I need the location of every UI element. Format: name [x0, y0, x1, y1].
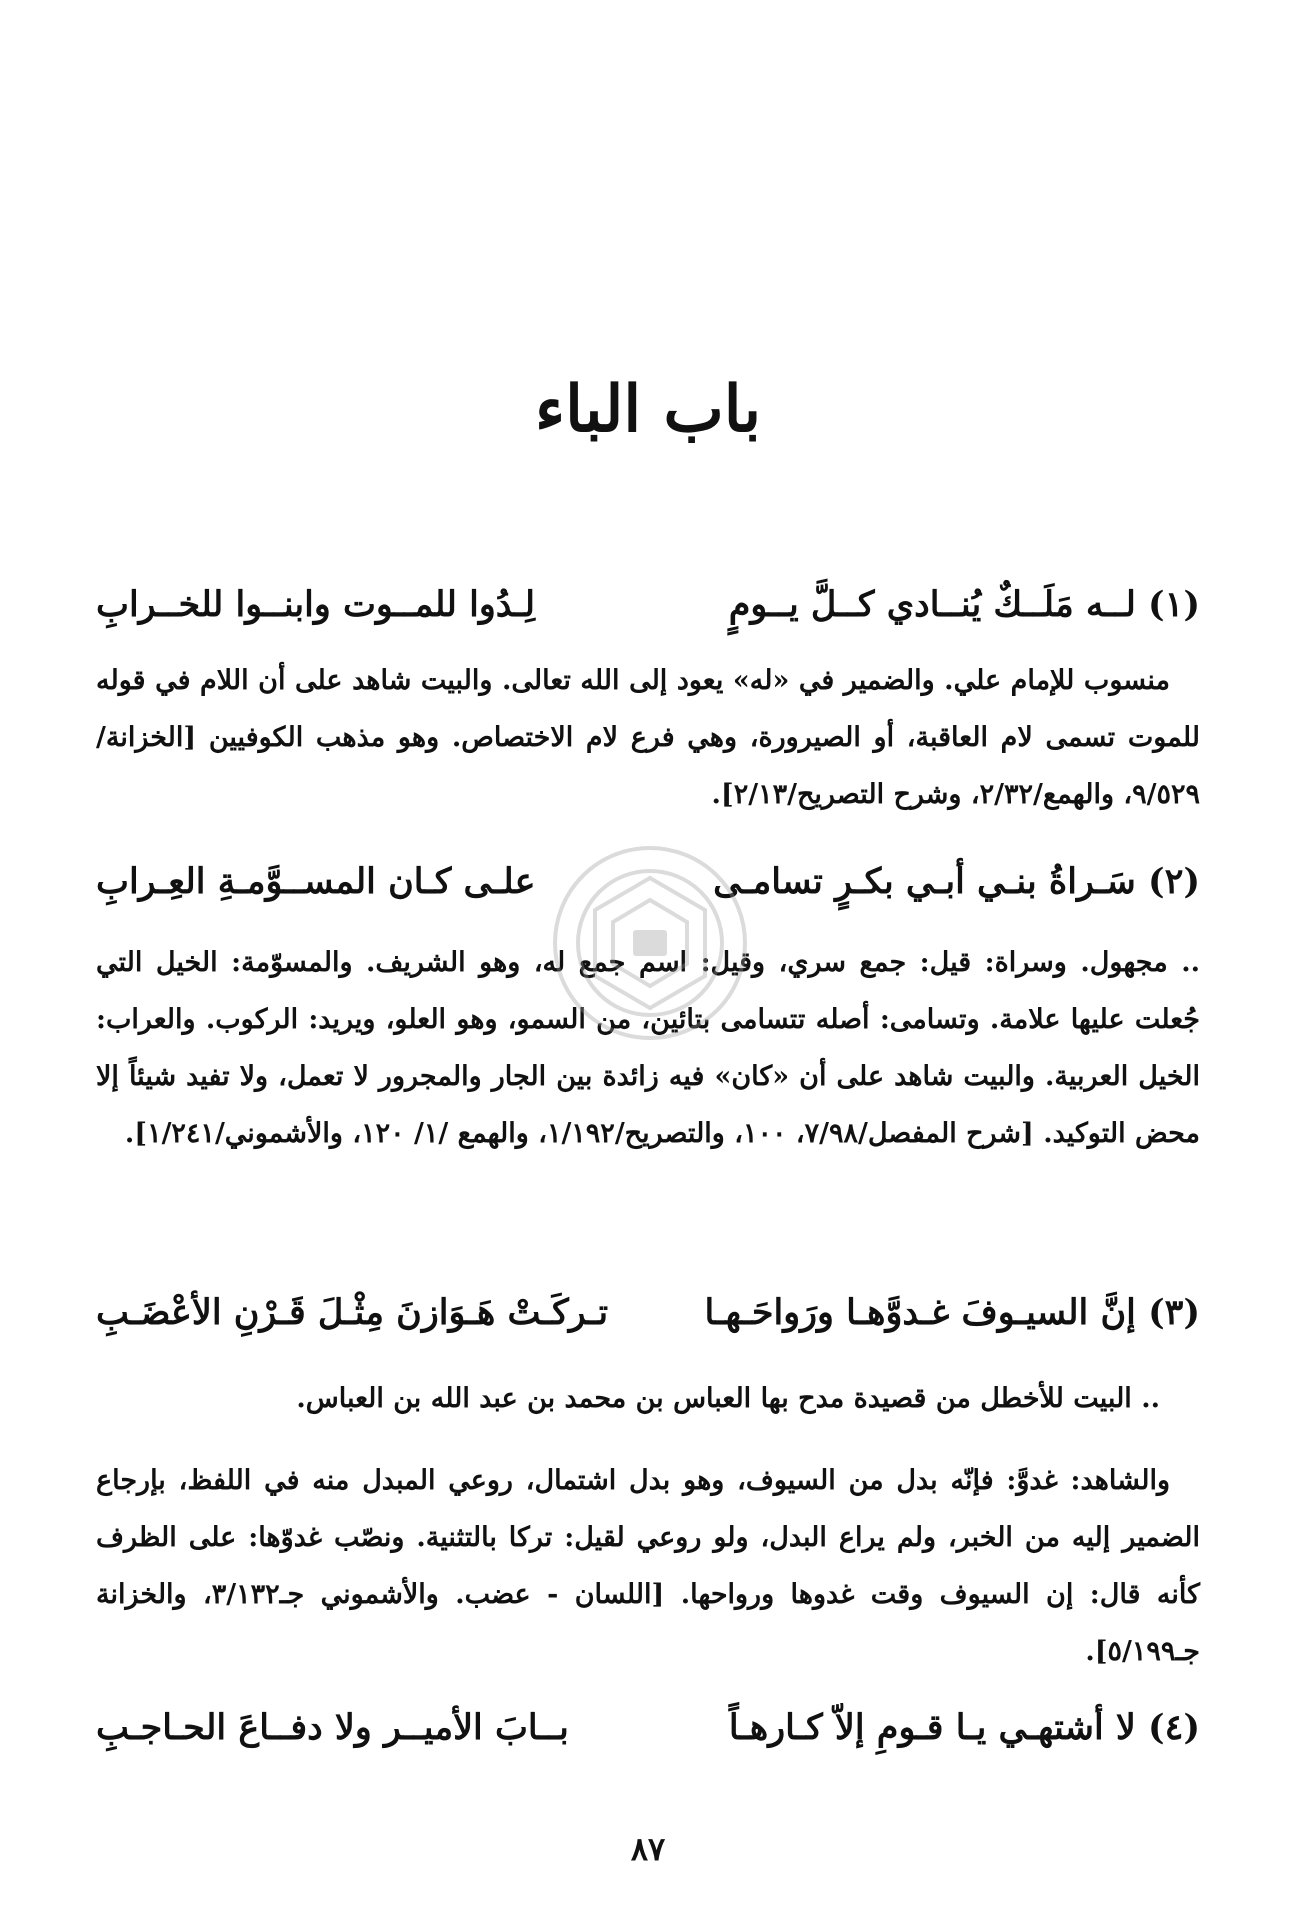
verse-3-first-hemistich: (٣) إنَّ السيـوفَ غـدوَّهـا ورَواحَـهـا [704, 1292, 1200, 1333]
verse-4-second-hemistich: بــابَ الأميــر ولا دفــاعَ الحـاجـبِ [96, 1707, 569, 1748]
verse-3-attribution: .. البيت للأخطل من قصيدة مدح بها العباس بن محمد بن عبد الله بن العباس. [296, 1383, 1160, 1414]
verse-4-first-hemistich: (٤) لا أشتهـي يـا قـومِ إلاّ كـارهـاً [728, 1707, 1200, 1748]
page-number: ٨٧ [630, 1830, 666, 1868]
verse-2-first-hemistich: (٢) سَـراةُ بنـي أبـي بكـرٍ تسامـى [713, 861, 1200, 902]
verse-1 [96, 577, 1200, 633]
verse-1-first-hemistich: (١) لــه مَلَــكٌ يُنــادي كــلَّ يــومٍ [728, 584, 1200, 625]
verse-1-second-hemistich: لِـدُوا للمــوت وابنــوا للخــرابِ [96, 584, 536, 625]
verse-3-second-hemistich: تـركَـتْ هَـوَازنَ مِثْـلَ قَـرْنِ الأعْضَـبِ [96, 1292, 609, 1333]
verse-2 [96, 854, 1200, 910]
verse-4 [96, 1700, 1200, 1756]
verse-2-second-hemistich: علـى كـان المســوَّمـةِ العِـرابِ [96, 861, 536, 902]
verse-2-commentary: .. مجهول. وسراة: قيل: جمع سري، وقيل: اسم جمع له، وهو الشريف. والمسوّمة: الخيل التي جُعلت عليها علامة. وتسامى: أصله تتسامى بتائين، من السمو، وهو العلو، ويريد: الركوب. والعراب: الخيل العربية. والبيت شاهد على أن «كان» فيه زائدة بين الجار والمجرور لا تعمل، ولا تفيد شيئاً إلا محض التوكيد. [شرح المفصل/٧/٩٨، ١٠٠، والتصريح/١/١٩٢، والهمع /١/ ١٢٠، والأشموني/١/٢٤١]. [96, 947, 1200, 1149]
verse-3-commentary: والشاهد: غدوَّ: فإنّه بدل من السيوف، وهو بدل اشتمال، روعي المبدل منه في اللفظ، بإرجاع الضمير إليه من الخبر، ولم يراع البدل، ولو روعي لقيل: تركا بالتثنية. ونصّب غدوّها: على الظرف كأنه قال: إن السيوف وقت غدوها ورواحها. [اللسان - عضب. والأشموني جـ٣/١٣٢، والخزانة جـ٥/١٩٩]. [96, 1465, 1200, 1667]
verse-3 [96, 1285, 1200, 1341]
chapter-title: باب الباء [534, 372, 762, 447]
verse-1-commentary: منسوب للإمام علي. والضمير في «له» يعود إلى الله تعالى. والبيت شاهد على أن اللام في قوله للموت تسمى لام العاقبة، أو الصيرورة، وهي فرع لام الاختصاص. وهو مذهب الكوفيين [الخزانة/٩/٥٢٩، والهمع/٢/٣٢، وشرح التصريح/٢/١٣]. [96, 665, 1200, 810]
